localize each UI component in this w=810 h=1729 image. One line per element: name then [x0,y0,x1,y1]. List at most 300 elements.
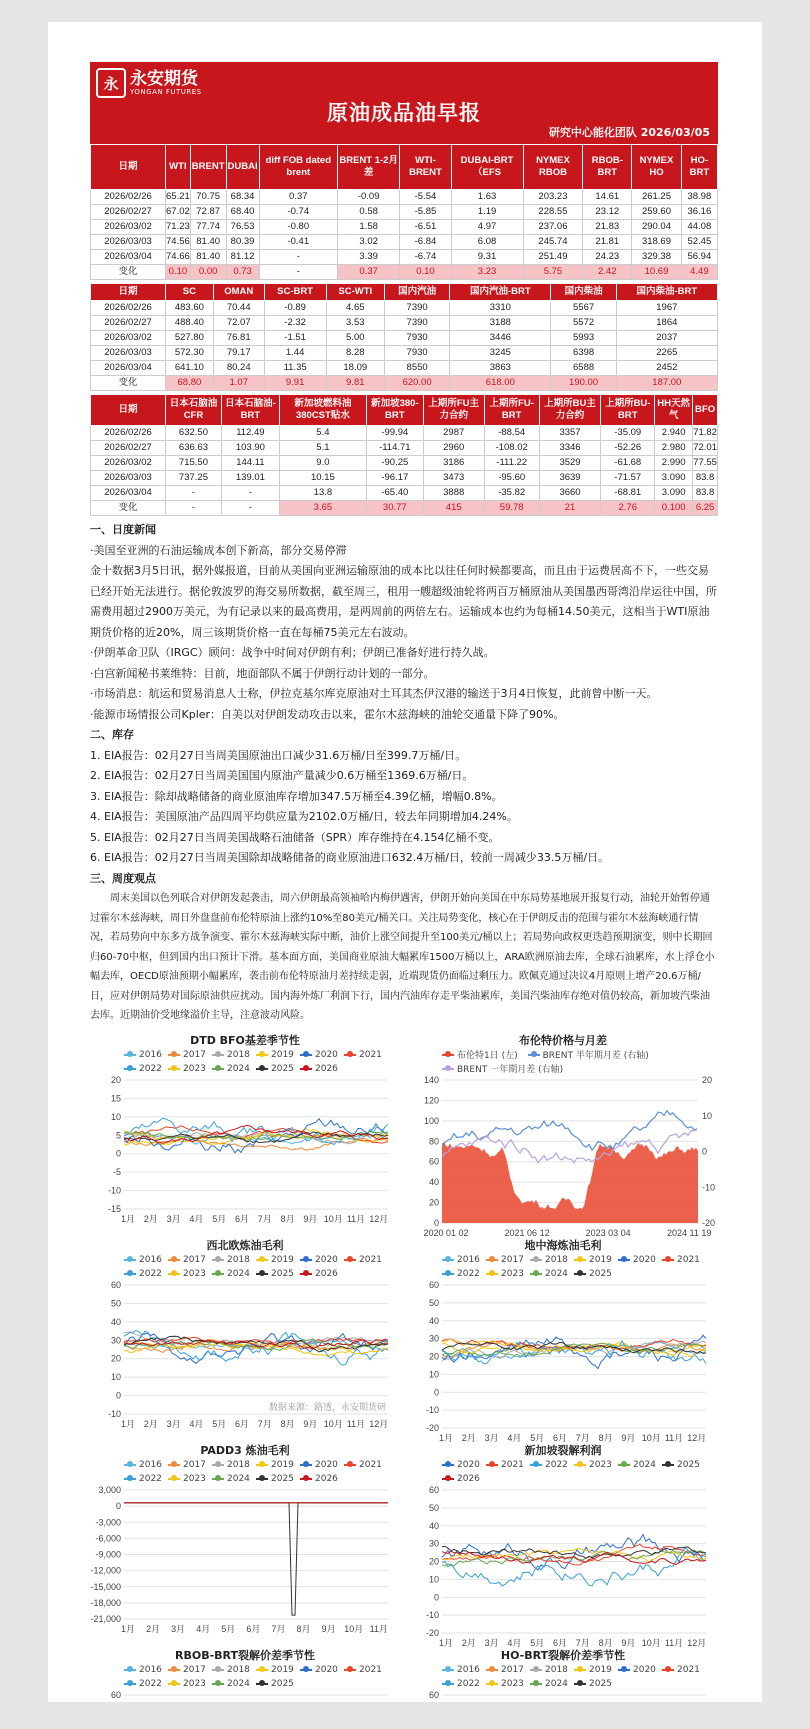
table-change-cell: 3.23 [451,265,523,280]
table-change-cell: 68.80 [166,376,214,391]
chart-plot [408,1486,718,1651]
x-tick-label: 4月 [196,1623,211,1634]
logo-name-en: YONGAN FUTURES [130,88,202,96]
table-cell: 23.12 [583,205,632,220]
legend-item [662,1253,706,1267]
legend-item [344,1663,388,1677]
table-cell: 2026/02/27 [91,441,166,456]
table-cell: 290.04 [632,220,682,235]
table-header-row [91,145,718,190]
table-cell: 572.30 [166,346,214,361]
table-change-cell: 1.07 [213,376,264,391]
table-cell: -5.54 [400,190,451,205]
x-tick-label: 3月 [484,1637,499,1648]
legend-item [442,1663,486,1677]
table-cell: 3357 [539,426,601,441]
table-cell: 2026/03/02 [91,456,166,471]
legend-swatch-icon [442,1068,454,1070]
spread-line [442,1110,697,1149]
y-tick-label: 40 [428,1176,439,1187]
table-cell: 80.24 [213,361,264,376]
table-cell: 1.19 [451,205,523,220]
legend-item [530,1663,574,1677]
legend-swatch-icon [124,1464,136,1466]
table-row [91,441,718,456]
legend-swatch-icon [344,1464,356,1466]
chart-legend [408,1253,718,1281]
table-header-cell: OMAN [213,284,264,301]
legend-swatch-icon [530,1464,542,1466]
table-cell: 228.55 [523,205,583,220]
table-header-cell: WTI-BRENT [400,145,451,190]
legend-label: 2023 [589,1459,612,1470]
table-cell: -65.40 [366,486,423,501]
table-cell: 10.15 [279,471,366,486]
table-cell: 9.31 [451,250,523,265]
table-change-cell: 620.00 [385,376,450,391]
table-cell: 636.63 [166,441,222,456]
table-row [91,346,718,361]
inventory-item: 2. EIA报告：02月27日当周美国国内原油产量减少0.6万桶至1369.6万桶/日。 [90,769,474,782]
chart-legend [90,1458,400,1486]
table-cell: 2026/03/02 [91,220,166,235]
table-change-cell: 30.77 [366,501,423,516]
table-header-cell: SC-WTI [326,284,384,301]
table-cell: 81.12 [226,250,259,265]
legend-swatch-icon [124,1478,136,1480]
y-tick-label: 60 [110,1690,121,1700]
table-cell: -0.09 [338,190,400,205]
legend-item [574,1267,618,1281]
legend-item [662,1663,706,1677]
table-cell: 70.44 [213,301,264,316]
legend-swatch-icon [442,1054,454,1056]
table-cell: 2.990 [655,456,693,471]
logo-name-cn: 永安期货 [130,69,198,89]
chart-title: 新加坡裂解利润 [524,1443,602,1457]
legend-swatch-icon [168,1259,180,1261]
legend-swatch-icon [168,1683,180,1685]
legend-label: 2017 [501,1254,524,1265]
table-change-cell: - [166,501,222,516]
legend-swatch-icon [256,1054,268,1056]
legend-item [168,1472,212,1486]
legend-label: 2016 [139,1459,162,1470]
legend-label: 2021 [501,1459,524,1470]
x-tick-label: 12月 [687,1637,707,1648]
legend-label: 2017 [183,1459,206,1470]
y-tick-label: 10 [110,1371,121,1382]
legend-label: 2019 [589,1254,612,1265]
table-row [91,220,718,235]
legend-label: 2024 [227,1268,250,1279]
table-cell: 483.60 [166,301,214,316]
table-cell: 3310 [450,301,551,316]
legend-item [256,1663,300,1677]
table-header-cell: 日期 [91,395,166,426]
x-tick-label: 6月 [234,1213,250,1224]
table-cell: 1864 [616,316,717,331]
legend-swatch-icon [528,1054,540,1056]
legend-label: 2022 [139,1678,162,1689]
table-cell: 6398 [551,346,616,361]
legend-item [300,1062,344,1076]
y-tick-label: -3,000 [95,1516,121,1527]
y-tick-label: 140 [423,1075,439,1085]
legend-label: 2022 [139,1473,162,1484]
legend-swatch-icon [442,1478,454,1480]
legend-item [530,1458,574,1472]
table-cell: 2452 [616,361,717,376]
table-cell: 13.8 [279,486,366,501]
table-cell: 488.40 [166,316,214,331]
table-cell: 68.34 [226,190,259,205]
legend-swatch-icon [442,1669,454,1671]
y-tick-label: 60 [428,1690,439,1700]
table-cell: 1.44 [264,346,326,361]
y-tick-label: 50 [110,1297,121,1308]
legend-label: 2017 [183,1254,206,1265]
table-cell: 71.23 [166,220,191,235]
x-tick-label: 8月 [598,1432,613,1443]
inventory-item: 3. EIA报告：除却战略储备的商业原油库存增加347.5万桶至4.39亿桶，增幅0.8%。 [90,789,503,803]
legend-swatch-icon [442,1464,454,1466]
y-tick-label: 20 [428,1197,439,1208]
legend-item [662,1458,706,1472]
x-tick-label: 4月 [507,1637,522,1648]
sc-domestic-table [90,283,718,391]
legend-swatch-icon [486,1683,498,1685]
chart-title: PADD3 炼油毛利 [200,1443,290,1457]
table-header-row [91,284,718,301]
legend-swatch-icon [300,1068,312,1070]
legend-swatch-icon [574,1273,586,1275]
legend-swatch-icon [574,1259,586,1261]
table-header-cell: diff FOB dated brent [259,145,337,190]
chart-panel [90,1032,400,1227]
table-cell: 0.58 [338,205,400,220]
table-header-cell: 上期所BU-BRT [601,395,655,426]
chart-legend [408,1048,718,1076]
legend-item [486,1267,530,1281]
table-cell: 2026/02/26 [91,190,166,205]
chart-plot [408,1076,718,1241]
legend-swatch-icon [124,1259,136,1261]
x-tick-label: 4月 [189,1418,204,1429]
legend-label: 2025 [589,1678,612,1689]
y-tick-label: -10 [425,1404,439,1415]
table-cell: 2026/02/27 [91,316,166,331]
legend-label: 2020 [633,1254,656,1265]
table-cell: 4.97 [451,220,523,235]
x-tick-label: 2020 01 02 [423,1227,469,1238]
x-tick-label: 6月 [246,1623,261,1634]
legend-label: 2020 [633,1664,656,1675]
table-row [91,471,718,486]
legend-label: 2021 [359,1049,382,1060]
table-change-cell: 0.00 [190,265,226,280]
legend-label: 2020 [315,1254,338,1265]
y-tick-label: 30 [110,1334,121,1345]
legend-item [574,1663,618,1677]
table-header-cell: 新加坡燃料油380CST贴水 [279,395,366,426]
table-change-cell: 9.91 [264,376,326,391]
x-tick-label: 6月 [234,1418,250,1429]
y-tick-label: -10 [107,1185,121,1196]
y-tick-label: -10 [425,1609,439,1620]
table-cell: 52.45 [681,235,717,250]
table-cell: 2026/03/04 [91,486,166,501]
table-cell: 44.08 [681,220,717,235]
legend-item [256,1048,300,1062]
legend-item [212,1458,256,1472]
table-cell: 1.63 [451,190,523,205]
table-cell: 3186 [423,456,484,471]
legend-item [344,1253,388,1267]
legend-label: 2021 [359,1664,382,1675]
legend-label: 2024 [545,1268,568,1279]
table-cell: 76.53 [226,220,259,235]
legend-swatch-icon [662,1669,674,1671]
x-tick-label: 3月 [166,1213,181,1224]
x-tick-label: 12月 [369,1418,389,1429]
table-change-cell: - [221,501,279,516]
y-tick-label: -20 [425,1627,439,1638]
table-cell: 203.23 [523,190,583,205]
table-header-cell: 新加坡380-BRT [366,395,423,426]
news-item: ·市场消息：航运和贸易消息人士称，伊拉克基尔库克原油对土耳其杰伊汉港的输送于3月4日恢复，此前曾中断一天。 [90,687,658,700]
table-cell: -68.81 [601,486,655,501]
x-tick-label: 2024 11 19 [667,1227,712,1238]
y-tick-label: 15 [110,1092,121,1103]
table-header-cell: 上期所BU主力合约 [539,395,601,426]
legend-item [300,1048,344,1062]
table-cell: -35.09 [601,426,655,441]
legend-label: BRENT 半年期月差 (右轴) [542,1051,649,1061]
table-cell: -96.17 [366,471,423,486]
y-tick-label: 5 [115,1129,121,1140]
inventory-item: 1. EIA报告：02月27日当周美国原油出口减少31.6万桶/日至399.7万桶/日。 [90,748,467,762]
table-cell: 251.49 [523,250,583,265]
legend-label: 2024 [633,1459,656,1470]
table-change-cell: - [259,265,337,280]
legend-item [212,1062,256,1076]
y-tick-label: 0 [433,1386,439,1397]
x-tick-label: 8月 [296,1623,311,1634]
legend-swatch-icon [530,1259,542,1261]
table-cell: 9.0 [279,456,366,471]
table-cell: 245.74 [523,235,583,250]
table-cell: 77.74 [190,220,226,235]
table-header-cell: 上期所FU主力合约 [423,395,484,426]
legend-label: 2026 [457,1473,480,1484]
y-tick-label: 120 [423,1094,439,1105]
legend-label: 2023 [501,1268,524,1279]
table-header-cell: 国内柴油 [551,284,616,301]
table-cell: 261.25 [632,190,682,205]
y-tick-label: 10 [428,1368,439,1379]
table-cell: 1.58 [338,220,400,235]
logo-mark-icon: 永 [96,68,126,98]
legend-label: 2022 [457,1678,480,1689]
table-cell: 83.8 [693,486,718,501]
y2-tick-label: 10 [702,1110,713,1121]
y-tick-label: 30 [428,1538,439,1549]
table-change-row [91,376,718,391]
legend-item [530,1677,574,1691]
legend-label: 2025 [589,1268,612,1279]
x-tick-label: 1月 [120,1418,136,1429]
legend-label: 2024 [227,1473,250,1484]
legend-label: BRENT 一年期月差 (右轴) [457,1065,564,1075]
table-row [91,301,718,316]
x-tick-label: 5月 [530,1637,545,1648]
legend-item [124,1048,168,1062]
table-cell: -71.57 [601,471,655,486]
legend-item [486,1663,530,1677]
y-tick-label: 80 [428,1135,439,1146]
chart-title: HO-BRT裂解价差季节性 [500,1648,626,1662]
x-tick-label: 6月 [552,1637,568,1648]
legend-label: 2018 [545,1664,568,1675]
legend-swatch-icon [300,1464,312,1466]
y-tick-label: 10 [110,1111,121,1122]
legend-item [124,1677,168,1691]
legend-item [256,1458,300,1472]
y-tick-label: -20 [425,1422,439,1433]
legend-swatch-icon [212,1273,224,1275]
table-cell: 72.07 [213,316,264,331]
table-header-cell: NYMEX HO [632,145,682,190]
table-cell: 80.39 [226,235,259,250]
legend-item [168,1663,212,1677]
x-tick-label: 11月 [664,1432,684,1443]
x-tick-label: 10月 [344,1623,364,1634]
section-heading-inventory: 二、库存 [90,728,134,741]
table-cell: 81.40 [190,250,226,265]
table-cell: 7390 [385,316,450,331]
table-cell: 318.69 [632,235,682,250]
legend-item [486,1458,530,1472]
x-tick-label: 4月 [507,1432,522,1443]
x-tick-label: 5月 [212,1418,227,1429]
table-cell: 2026/02/26 [91,301,166,316]
table-header-cell: HH天然气 [655,395,693,426]
table-cell: 74.56 [166,235,191,250]
chart-panel [90,1237,400,1432]
legend-item [300,1267,344,1281]
chart-panel [408,1032,718,1241]
legend-item [442,1062,563,1076]
x-tick-label: 5月 [530,1432,545,1443]
table-cell: 0.37 [259,190,337,205]
legend-swatch-icon [256,1464,268,1466]
table-change-cell: 0.100 [655,501,693,516]
table-change-cell: 5.75 [523,265,583,280]
table-cell: 65.21 [166,190,191,205]
legend-item [300,1663,344,1677]
chart-legend [408,1458,718,1486]
table-change-cell: 415 [423,501,484,516]
legend-item [212,1677,256,1691]
table-cell: 3639 [539,471,601,486]
x-tick-label: 7月 [575,1637,590,1648]
legend-swatch-icon [486,1464,498,1466]
table-header-cell: DUBAI [226,145,259,190]
table-cell: - [259,250,337,265]
legend-swatch-icon [442,1259,454,1261]
legend-label: 布伦特1日 (左) [457,1051,518,1061]
table-cell: 3346 [539,441,601,456]
y2-tick-label: -20 [702,1217,716,1228]
legend-swatch-icon [530,1669,542,1671]
legend-item [212,1267,256,1281]
x-tick-label: 7月 [575,1432,590,1443]
legend-label: 2017 [183,1049,206,1060]
chart-panel [90,1442,400,1637]
table-header-cell: SC [166,284,214,301]
table-cell: 112.49 [221,426,279,441]
legend-item [212,1663,256,1677]
legend-item [618,1663,662,1677]
y-tick-label: 40 [428,1520,439,1531]
table-cell: - [221,486,279,501]
x-tick-label: 11月 [369,1623,388,1634]
table-cell: 329.38 [632,250,682,265]
table-cell: 3245 [450,346,551,361]
y2-tick-label: -10 [702,1181,716,1192]
legend-swatch-icon [168,1478,180,1480]
legend-label: 2026 [315,1473,338,1484]
table-row [91,316,718,331]
table-cell: 2026/02/27 [91,205,166,220]
table-cell: 715.50 [166,456,222,471]
legend-item [256,1267,300,1281]
legend-item [168,1253,212,1267]
y-tick-label: 60 [110,1280,121,1290]
table-cell: -6.51 [400,220,451,235]
legend-label: 2022 [545,1459,568,1470]
table-cell: 2265 [616,346,717,361]
legend-swatch-icon [530,1683,542,1685]
table-row [91,456,718,471]
legend-swatch-icon [486,1259,498,1261]
table-cell: 18.09 [326,361,384,376]
table-change-cell: 0.73 [226,265,259,280]
legend-label: 2023 [183,1678,206,1689]
y-tick-label: 60 [428,1280,439,1290]
table-row [91,205,718,220]
table-cell: -111.22 [484,456,539,471]
table-change-cell: 187.00 [616,376,717,391]
table-cell: 2.980 [655,441,693,456]
y-tick-label: 40 [110,1316,121,1327]
table-header-cell: 上期所FU-BRT [484,395,539,426]
legend-label: 2021 [359,1254,382,1265]
legend-label: 2018 [227,1459,250,1470]
table-change-cell: 0.10 [400,265,451,280]
x-tick-label: 2月 [461,1432,476,1443]
legend-item [256,1677,300,1691]
y-tick-label: -6,000 [95,1532,121,1543]
company-logo [96,68,202,98]
legend-item [442,1048,518,1062]
table-cell: -35.82 [484,486,539,501]
legend-swatch-icon [212,1054,224,1056]
table-cell: 103.90 [221,441,279,456]
table-row [91,486,718,501]
legend-label: 2019 [271,1459,294,1470]
